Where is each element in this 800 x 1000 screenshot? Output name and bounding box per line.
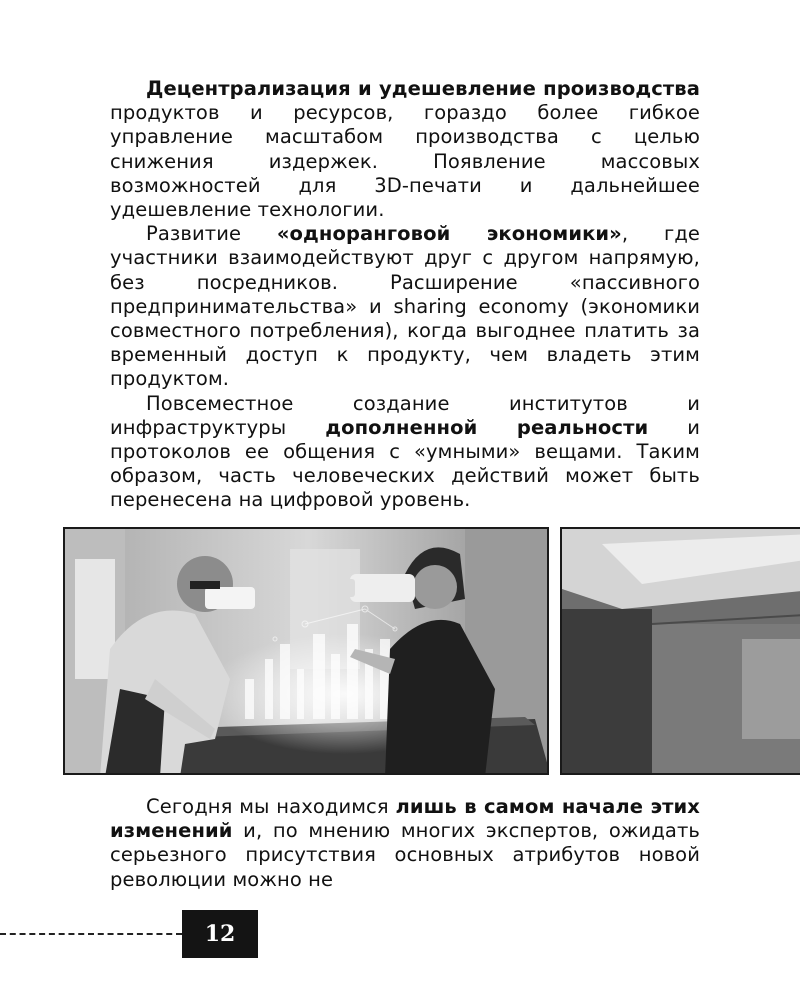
paragraph [110, 392, 700, 513]
vr-headset-people-photo [63, 527, 549, 775]
paragraph-text: и протоколов ее общения с «умными» вещами. Таким образом, часть человеческих действий может быть перенесена на цифровой уровень. [110, 415, 701, 512]
footer-dashed-line [0, 933, 182, 935]
bold-phrase: дополненной реальности [325, 415, 649, 439]
bold-phrase: «одноранговой экономики» [276, 222, 622, 246]
paragraph-text: Развитие [146, 222, 277, 246]
bold-phrase: лишь в самом начале этих изменений [110, 795, 700, 843]
vr-scene-illustration [65, 529, 549, 775]
body-text-top [110, 77, 700, 513]
bold-phrase: Децентрализация и удешевление производства [146, 77, 700, 100]
paragraph [110, 795, 700, 892]
body-text-bottom [110, 795, 700, 892]
room-illustration [562, 529, 800, 775]
paragraph-text: Повсеместное создание институтов и инфраструктуры [110, 391, 700, 439]
interior-room-photo [560, 527, 800, 775]
paragraph [110, 222, 700, 391]
paragraph-text: , где участники взаимодействуют друг с другом напрямую, без посредников. Расширение «пассивного предпринимательства» и sharing economy (экономики совместного потребления), когда выгоднее платить за временный доступ к продукту, чем владеть этим продуктом. [110, 222, 700, 391]
paragraph-text: и, по мнению многих экспертов, ожидать серьезного присутствия основных атрибутов новой революции можно не [110, 819, 700, 891]
paragraph-text: продуктов и ресурсов, гораздо более гибкое управление масштабом производства с целью снижения издержек. Появление массовых возможностей для 3D-печати и дальнейшее удешевление технологии. [110, 101, 700, 222]
paragraph [110, 77, 700, 222]
paragraph-text: Сегодня мы находимся [146, 795, 396, 818]
page-number: 12 [182, 910, 258, 958]
